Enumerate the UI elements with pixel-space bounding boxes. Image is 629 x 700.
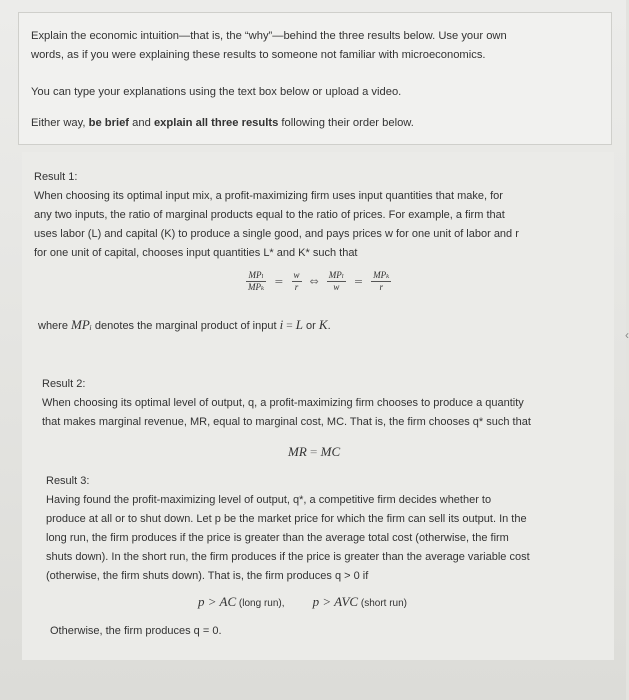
instructions-text-a: Explain the economic intuition—that is, the “why”—behind the three results below. Use your own: [31, 30, 507, 42]
iff-arrow-icon: ⇔: [309, 275, 319, 288]
math-p-gt-avc: p > AVC: [312, 594, 359, 609]
math-mr: MR: [288, 444, 307, 459]
where-text: or: [303, 320, 319, 332]
frac-denominator: r: [379, 282, 384, 292]
math-k: K: [318, 317, 328, 332]
frac-numerator: MPₖ: [373, 270, 390, 280]
math-mpi: MPᵢ: [71, 317, 92, 332]
frac-denominator: w: [333, 282, 340, 292]
result-1-line: for one unit of capital, chooses input quantities L* and K* such that: [34, 247, 358, 259]
where-text: denotes the marginal product of input: [91, 320, 280, 332]
instructions-line-3-mid: and: [129, 117, 154, 129]
result-1-line: any two inputs, the ratio of marginal products equal to the ratio of prices. For example, a firm that: [34, 209, 505, 221]
fraction-mpl-w: [327, 270, 346, 293]
short-run-label: (short run): [358, 598, 407, 609]
frac-numerator: MPₗ: [246, 270, 266, 282]
frac-numerator: MPₗ: [328, 270, 344, 280]
instructions-line-3: [31, 114, 606, 133]
period: .: [327, 320, 331, 332]
result-1-line: uses labor (L) and capital (K) to produce a single good, and pays prices w for one unit of labor and r: [34, 228, 519, 240]
fraction-w-r: [292, 270, 302, 293]
result-3-line: Having found the profit-maximizing level of output, q*, a competitive firm decides whether to: [46, 494, 492, 506]
result-2-line: When choosing its optimal level of output, q, a profit-maximizing firm chooses to produce a quantity: [42, 397, 524, 409]
result-3-line: shuts down). In the short run, the firm produces if the price is greater than the average variable cost: [46, 551, 530, 563]
result-3-line: (otherwise, the firm shuts down). That is, the firm produces q > 0 if: [46, 570, 369, 582]
frac-denominator: r: [294, 282, 299, 292]
equals-sign: =: [310, 444, 318, 459]
instructions-line-1: [31, 27, 606, 65]
math-i: i: [279, 317, 284, 332]
fraction-mpl-mpk: [246, 270, 266, 293]
result-3-heading: Result 3:: [46, 475, 90, 487]
where-text: where: [38, 320, 72, 332]
math-p-gt-ac: p > AC: [198, 594, 237, 609]
fraction-mpk-r: [371, 270, 391, 293]
frac-numerator: w: [293, 270, 300, 280]
frac-denominator: MPₖ: [248, 282, 265, 292]
result-3-line: produce at all or to shut down. Let p be the market price for which the firm can sell its output. In the: [46, 513, 527, 525]
math-mc: MC: [320, 444, 341, 459]
math-l: L: [295, 317, 303, 332]
result-1-equation: [244, 270, 393, 293]
result-1-line: When choosing its optimal input mix, a profit-maximizing firm uses input quantities that make, for: [34, 190, 503, 202]
result-3-otherwise: Otherwise, the firm produces q = 0.: [50, 625, 222, 637]
result-2-line: that makes marginal revenue, MR, equal to marginal cost, MC. That is, the firm chooses q* such that: [42, 416, 531, 428]
equals-sign: =: [274, 275, 284, 288]
instructions-line-3-post: following their order below.: [278, 117, 414, 129]
instructions-text-b: words, as if you were explaining these results to someone not familiar with microeconomics.: [31, 49, 486, 61]
result-1-heading: Result 1:: [34, 171, 78, 183]
results-panel: [22, 152, 629, 660]
instructions-box: [18, 12, 612, 145]
result-2-equation: [288, 442, 340, 462]
long-run-label: (long run),: [236, 598, 285, 609]
instructions-line-3-pre: Either way,: [31, 117, 89, 129]
equals-sign: =: [283, 320, 296, 332]
result-3-conditions: [198, 592, 407, 614]
result-1-where-line: [38, 315, 331, 337]
instructions-line-2: You can type your explanations using the text box below or upload a video.: [31, 86, 402, 98]
equals-sign: =: [353, 275, 364, 288]
result-2-heading: Result 2:: [42, 378, 86, 390]
scroll-caret-icon: ‹: [625, 328, 629, 342]
emphasis-explain-all: explain all three results: [153, 117, 279, 129]
result-3-line: long run, the firm produces if the price is greater than the average total cost (otherwise, the firm: [46, 532, 509, 544]
emphasis-be-brief: be brief: [88, 117, 130, 129]
